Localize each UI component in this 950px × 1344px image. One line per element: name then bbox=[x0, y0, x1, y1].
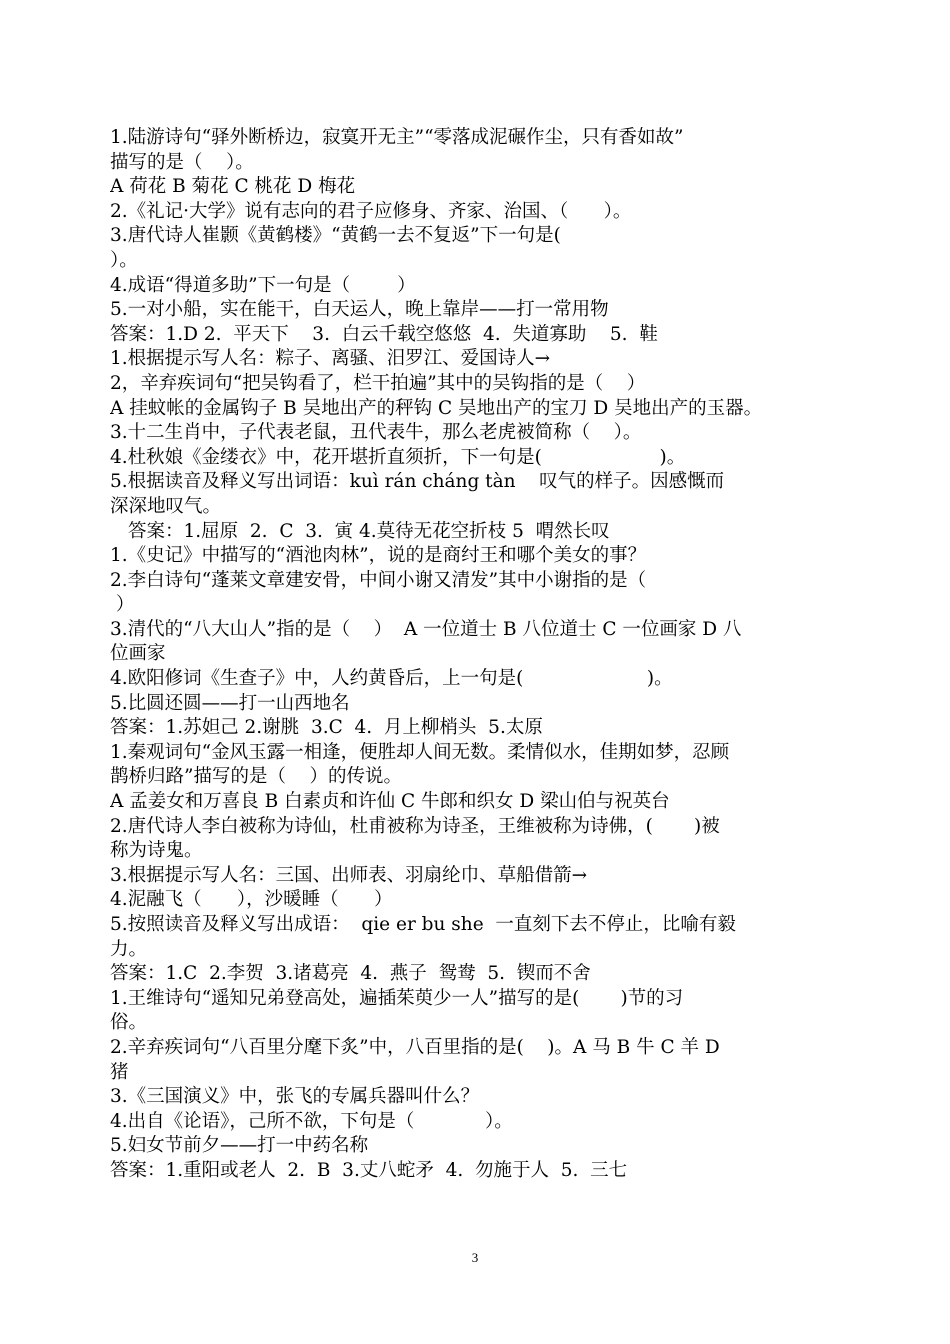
text-line: 2.辛弃疾词句“八百里分麾下炙”中，八百里指的是( )。A 马 B 牛 C 羊 D bbox=[110, 1036, 720, 1058]
text-line: 1.秦观词句“金风玉露一相逢，便胜却人间无数。柔情似水，佳期如梦，忍顾 bbox=[110, 741, 730, 763]
text-line: 力。 bbox=[110, 938, 148, 960]
text-line: 描写的是（ ）。 bbox=[110, 151, 254, 173]
text-line: 4.成语“得道多助”下一句是（ ） bbox=[110, 274, 416, 296]
answer-line: 答案：1.C 2.李贺 3.诸葛亮 4. 燕子 鸳鸯 5. 锲而不舍 bbox=[110, 963, 591, 985]
page-number: 3 bbox=[471, 1250, 479, 1265]
text-line: 1.根据提示写人名：粽子、离骚、汨罗江、爱国诗人→ bbox=[110, 348, 551, 370]
document-body bbox=[110, 126, 845, 1184]
text-line: 2，辛弃疾词句“把吴钩看了，栏干拍遍”其中的吴钩指的是（ ） bbox=[110, 372, 646, 394]
text-line: 5.妇女节前夕——打一中药名称 bbox=[110, 1135, 369, 1157]
text-line: 猪 bbox=[110, 1061, 129, 1083]
text-line: 5.比圆还圆——打一山西地名 bbox=[110, 692, 350, 714]
text-line: 5.按照读音及释义写出成语： qie er bu she 一直刻下去不停止，比喻有毅 bbox=[110, 914, 736, 935]
text-line: 1.陆游诗句“驿外断桥边，寂寞开无主”“零落成泥碾作尘，只有香如故” bbox=[110, 127, 684, 148]
text-line: 位画家 bbox=[110, 643, 166, 665]
text-line: 4.出自《论语》，己所不欲，下句是（ ）。 bbox=[110, 1110, 513, 1132]
text-line: ） bbox=[110, 594, 135, 616]
text-line: 3.清代的“八大山人”指的是（ ） A 一位道士 B 八位道士 C 一位画家 D 八 bbox=[110, 618, 742, 640]
text-line: 鹊桥归路”描写的是（ ）的传说。 bbox=[110, 766, 402, 788]
text-line: 1.《史记》中描写的“酒池肉林”，说的是商纣王和哪个美女的事？ bbox=[110, 545, 647, 567]
text-line: A 孟姜女和万喜良 B 白素贞和许仙 C 牛郎和织女 D 梁山伯与祝英台 bbox=[110, 791, 670, 813]
text-line: 5.一对小船，实在能干，白天运人，晚上靠岸——打一常用物 bbox=[110, 299, 609, 321]
text-line: 3.《三国演义》中，张飞的专属兵器叫什么？ bbox=[110, 1086, 480, 1108]
text-line: 称为诗鬼。 bbox=[110, 840, 203, 862]
text-line: A 挂蚊帐的金属钩子 B 吴地出产的秤钩 C 吴地出产的宝刀 D 吴地出产的玉器。 bbox=[110, 397, 763, 419]
text-line: 2.《礼记·大学》说有志向的君子应修身、齐家、治国、（ ）。 bbox=[110, 200, 632, 222]
text-line: 4.泥融飞（ ），沙暖睡（ ） bbox=[110, 889, 393, 911]
text-line: 深深地叹气。 bbox=[110, 495, 222, 517]
text-line: 2.唐代诗人李白被称为诗仙，杜甫被称为诗圣，王维被称为诗佛，( )被 bbox=[110, 815, 720, 837]
text-line: ）。 bbox=[110, 249, 138, 271]
answer-line: 答案：1.D 2. 平天下 3. 白云千载空悠悠 4. 失道寡助 5. 鞋 bbox=[110, 323, 658, 345]
text-line: 3.唐代诗人崔颢《黄鹤楼》“黄鹤一去不复返”下一句是( bbox=[110, 225, 561, 247]
text-line: 4.欧阳修词《生查子》中，人约黄昏后，上一句是( )。 bbox=[110, 668, 673, 690]
text-line: 4.杜秋娘《金缕衣》中，花开堪折直须折，下一句是( )。 bbox=[110, 446, 686, 468]
text-line: 3.十二生肖中，子代表老鼠，丑代表牛，那么老虎被简称（ ）。 bbox=[110, 422, 642, 444]
answer-line: 答案：1.苏妲己 2.谢朓 3.C 4. 月上柳梢头 5.太原 bbox=[110, 717, 543, 739]
answer-line: 答案：1.重阳或老人 2. B 3.丈八蛇矛 4. 勿施于人 5. 三七 bbox=[110, 1159, 628, 1181]
text-line: 1.王维诗句“遥知兄弟登高处，遍插茱萸少一人”描写的是( )节的习 bbox=[110, 987, 684, 1009]
text-line: 5.根据读音及释义写出词语：kuì rán cháng tàn 叹气的样子。因感慨而 bbox=[110, 471, 725, 493]
text-line: 俗。 bbox=[110, 1012, 148, 1034]
text-line: 2.李白诗句“蓬莱文章建安骨，中间小谢又清发”其中小谢指的是（ bbox=[110, 569, 647, 591]
text-line: A 荷花 B 菊花 C 桃花 D 梅花 bbox=[110, 176, 356, 198]
text-line: 3.根据提示写人名：三国、出师表、羽扇纶巾、草船借箭→ bbox=[110, 864, 588, 886]
answer-line: 答案：1.屈原 2. C 3. 寅 4.莫待无花空折枝 5 喟然长叹 bbox=[128, 520, 610, 542]
